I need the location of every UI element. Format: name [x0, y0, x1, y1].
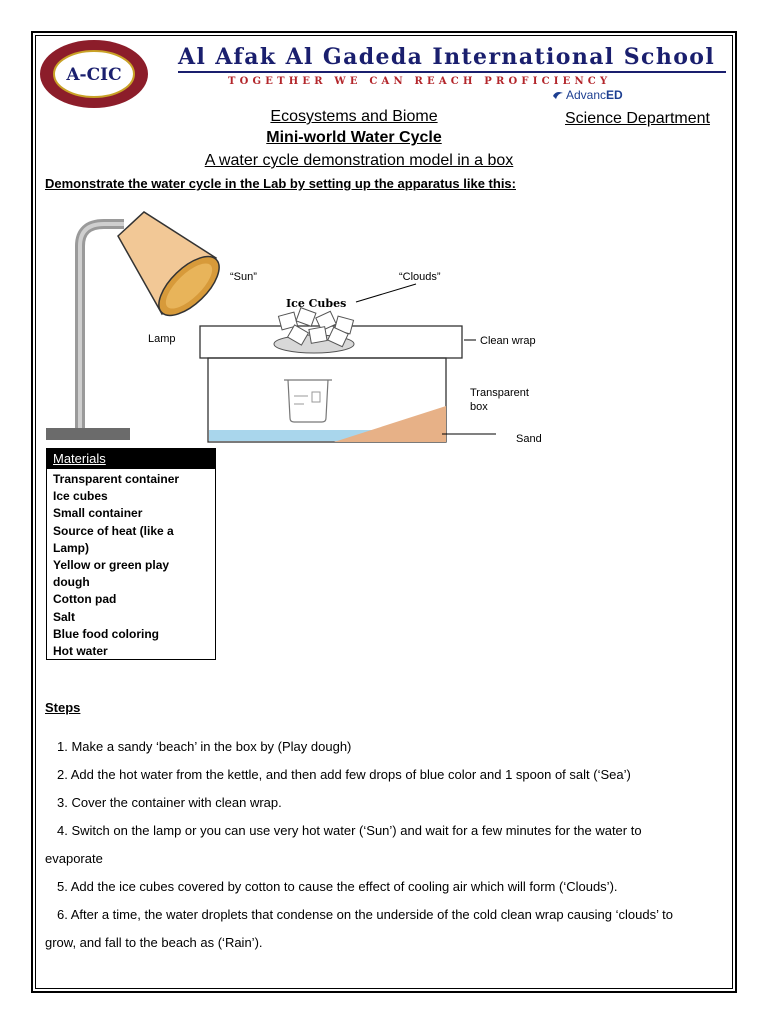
instruction-text: Demonstrate the water cycle in the Lab by setting up the apparatus like this:: [45, 176, 516, 191]
transparent-box-label-1: Transparent: [470, 387, 529, 399]
topic-heading: Ecosystems and Biome: [270, 108, 438, 125]
step-number: 2.: [57, 767, 68, 782]
step-continuation: evaporate: [45, 851, 103, 866]
logo-text: A-CIC: [66, 65, 122, 85]
material-item: Source of heat (like a: [53, 523, 174, 538]
lamp-shade-icon: [118, 212, 229, 325]
clouds-pointer: [356, 284, 416, 302]
material-item: Ice cubes: [53, 489, 108, 504]
lamp-stand: [80, 224, 124, 428]
step-item: [57, 873, 725, 901]
school-name-rule: [178, 71, 726, 73]
material-item: Salt: [53, 609, 76, 624]
material-item: Transparent container: [53, 472, 180, 486]
step-number: 4.: [57, 823, 68, 838]
material-item: dough: [53, 575, 90, 590]
step-number: 5.: [57, 879, 68, 894]
step-item: [57, 789, 725, 817]
step-item: [45, 901, 725, 957]
step-item: [45, 817, 725, 873]
step-text: Add the ice cubes covered by cotton to cause the effect of cooling air which will form (‘Clouds’).: [70, 879, 618, 894]
step-number: 6.: [57, 907, 68, 922]
school-name: Al Afak Al Gadeda International School: [178, 44, 716, 70]
accreditation-prefix: Advanc: [566, 88, 607, 102]
step-item: [57, 761, 725, 789]
water-cycle-diagram: [44, 206, 564, 456]
lamp-label: Lamp: [148, 333, 176, 345]
step-continuation: grow, and fall to the beach as (‘Rain’).: [45, 935, 263, 950]
material-item: Yellow or green play: [53, 558, 170, 573]
step-text: Cover the container with clean wrap.: [71, 795, 282, 810]
department-label: Science Department: [565, 110, 710, 127]
clean-wrap-label: Clean wrap: [480, 335, 536, 347]
accreditation-suffix: ED: [606, 88, 623, 102]
step-text: After a time, the water droplets that condense on the underside of the cold clean wrap causing ‘clouds’ to: [70, 907, 673, 922]
page-title: Mini-world Water Cycle: [266, 129, 442, 146]
step-number: 3.: [57, 795, 68, 810]
step-text: Switch on the lamp or you can use very hot water (‘Sun’) and wait for a few minutes for the water to: [71, 823, 642, 838]
material-item: Lamp): [53, 540, 89, 555]
clouds-label: “Clouds”: [399, 271, 441, 283]
material-item: Small container: [53, 506, 143, 521]
step-item: [57, 733, 725, 761]
material-item: Blue food coloring: [53, 626, 159, 641]
step-number: 1.: [57, 739, 68, 754]
sand-beach: [334, 406, 446, 442]
material-item: Cotton pad: [53, 592, 117, 607]
steps-list: [45, 733, 725, 957]
steps-heading: Steps: [45, 700, 81, 715]
materials-heading: Materials: [47, 449, 215, 469]
step-text: Make a sandy ‘beach’ in the box by (Play dough): [71, 739, 352, 754]
page-subtitle: A water cycle demonstration model in a box: [204, 152, 514, 169]
beaker-icon: [284, 380, 332, 422]
transparent-box-label-2: box: [470, 401, 488, 413]
material-item: Hot water: [53, 644, 108, 659]
lamp-stand-highlight: [80, 224, 124, 428]
accreditation-icon: [552, 90, 564, 100]
ice-cubes-label: Ice Cubes: [286, 297, 347, 310]
school-logo: [38, 38, 174, 110]
sand-label: Sand: [516, 433, 542, 445]
materials-list: [46, 448, 216, 660]
sun-label: “Sun”: [230, 271, 257, 283]
step-text: Add the hot water from the kettle, and then add few drops of blue color and 1 spoon of salt (‘Sea’): [70, 767, 631, 782]
accreditation-badge: [552, 88, 623, 102]
school-motto: TOGETHER WE CAN REACH PROFICIENCY: [228, 76, 612, 87]
lamp-base: [46, 428, 130, 440]
